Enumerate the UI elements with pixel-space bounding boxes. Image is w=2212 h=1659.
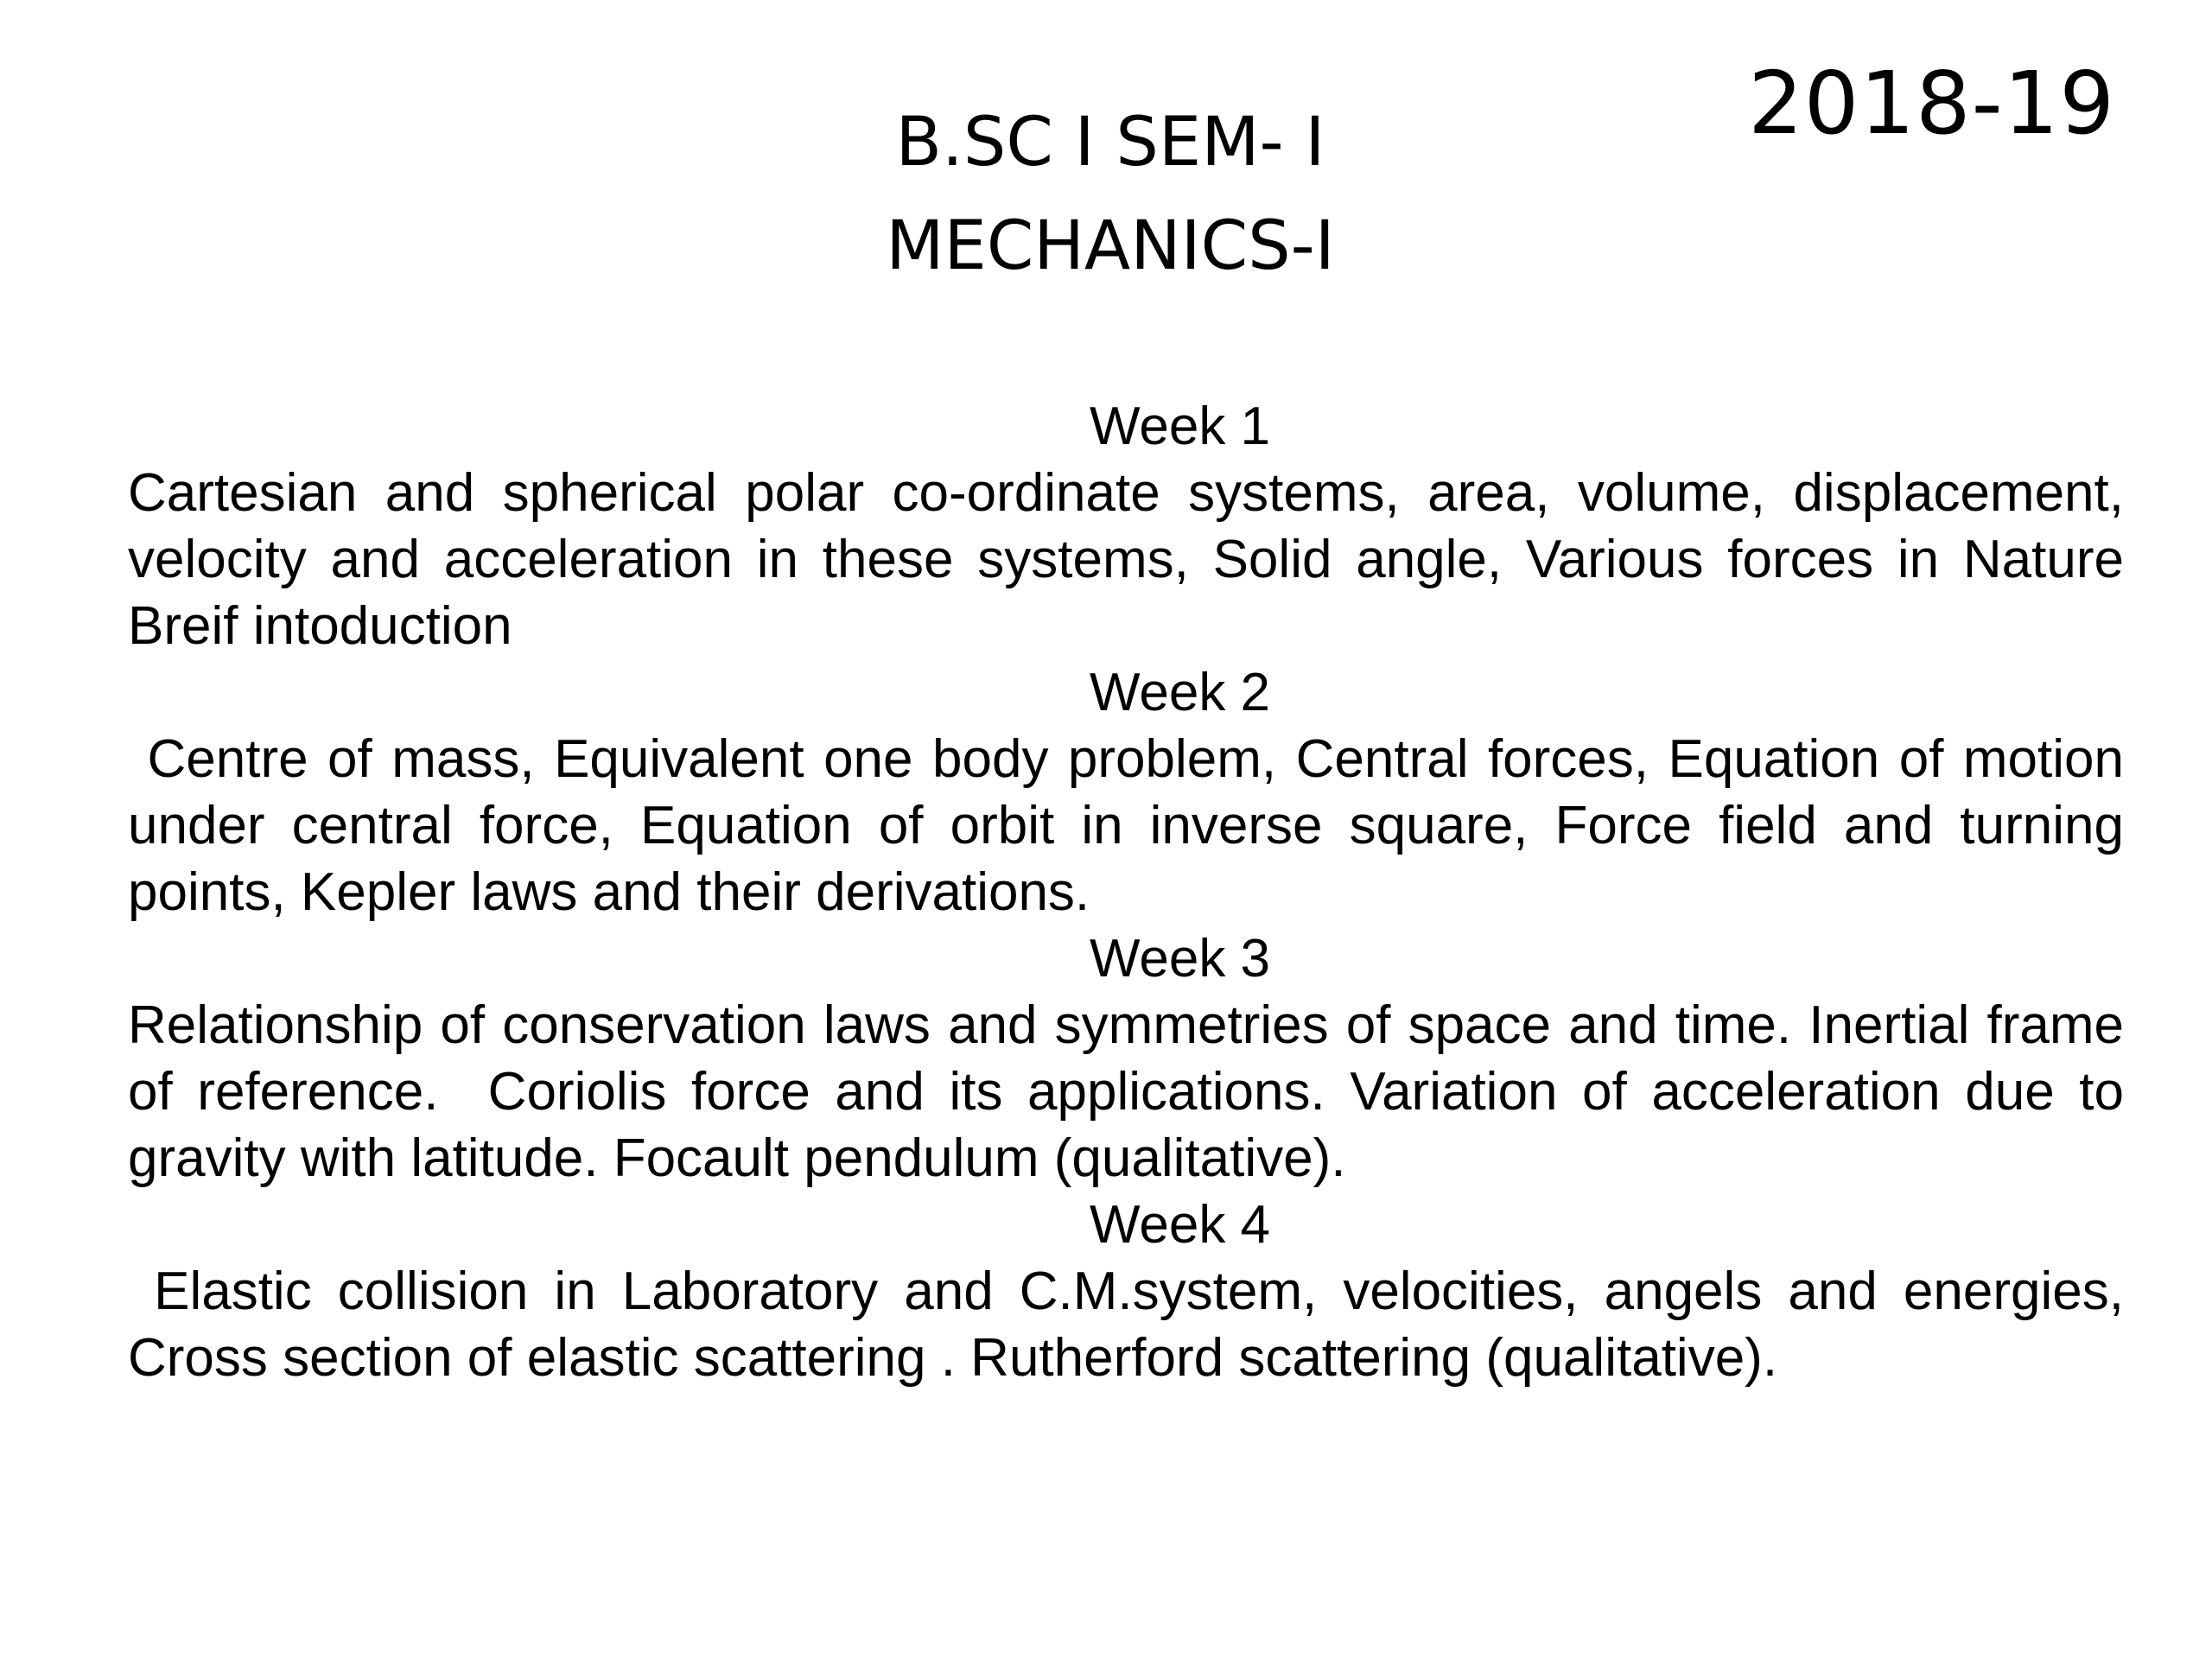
week-2-topics: Centre of mass, Equivalent one body problem, Central forces, Equation of motion under central force, Equation of orbit in inverse square, Force field and turning points, Kepler laws and their derivations. (128, 729, 2139, 922)
academic-year: 2018-19 (1748, 53, 2115, 154)
week-2-heading: Week 2 (1089, 663, 1271, 722)
week-4-topics: Elastic collision in Laboratory and C.M.system, velocities, angels and energies, Cross section of elastic scattering . Rutherford scattering (qualitative). (128, 1262, 2139, 1388)
subject-title: MECHANICS-I (886, 207, 1335, 285)
week-3-heading: Week 3 (1089, 929, 1271, 988)
course-title: B.SC I SEM- I (895, 104, 1325, 181)
week-1-heading: Week 1 (1089, 397, 1271, 456)
page-title (0, 91, 2212, 298)
week-3-topics: Relationship of conservation laws and symmetries of space and time. Inertial frame of reference. Coriolis force and its applications. Variation of acceleration due to gravity with latitude. Focault pendulum (qualitative). (128, 995, 2139, 1188)
syllabus-content (128, 393, 2139, 1391)
week-1-topics: Cartesian and spherical polar co-ordinate systems, area, volume, displacement, velocity and acceleration in these systems, Solid angle, Various forces in Nature Breif intoduction (128, 463, 2139, 656)
week-4-heading: Week 4 (1089, 1195, 1271, 1255)
